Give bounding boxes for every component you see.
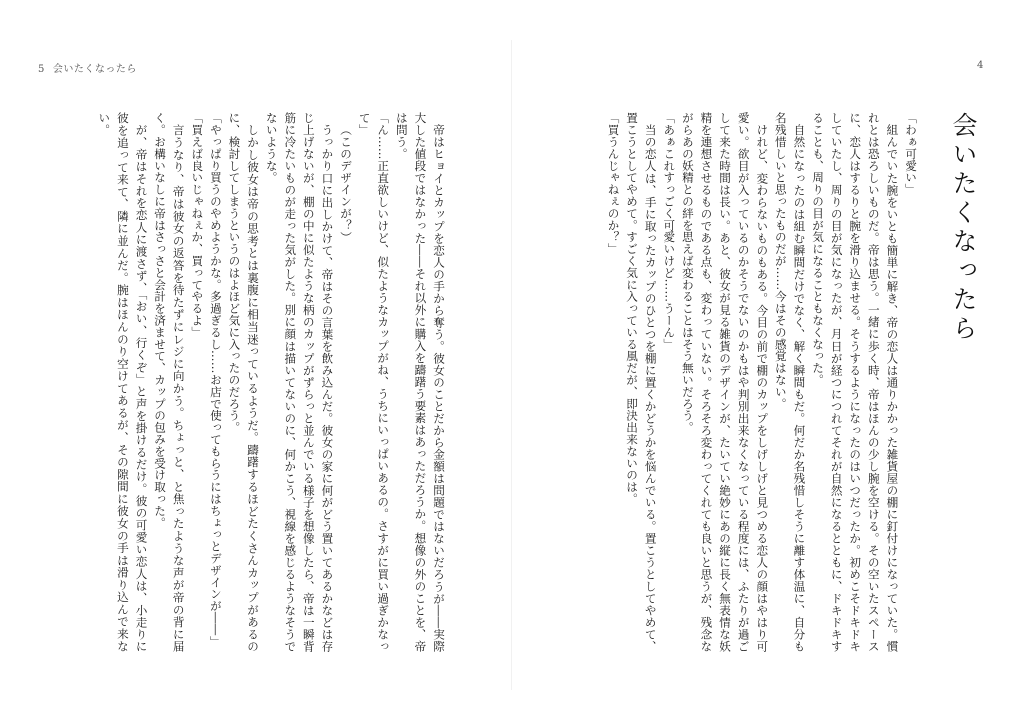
narration-paragraph: 言うなり、帝は彼女の返答を待たずにレジに向かう。ちょっと、と焦ったような声が帝の背に届く。お構いなしに帝はさっさと会計を済ませて、カップの包みを受け取った。	[153, 112, 186, 652]
dialogue-line: 「わぁ可愛い」	[904, 112, 918, 196]
narration-paragraph: が、帝はそれを恋人に渡さず、「おい、行くぞ」と声を掛けるだけ。彼の可愛い恋人は、小走りに彼を追って来て、隣に並んだ。腕はほんのり空けてあるが、その隙間に彼女の手は滑り込んで来ない。	[97, 112, 149, 652]
narration-paragraph: （このデザインが？）	[339, 123, 354, 243]
right-running-head	[977, 60, 984, 71]
narration-paragraph: 帝はヒョイとカップを恋人の手から奪う。彼女のことだから金額は問題ではないだろうが――実際大した値段ではなかった――それ以外に購入を躊躇う要素はあっただろうか。想像の外のことを、帝は問う。	[394, 112, 446, 652]
dialogue-line: 「買うんじゃねぇのか？」	[606, 112, 621, 255]
left-page-text	[38, 112, 448, 652]
right-page-text	[584, 112, 920, 652]
narration-paragraph: 当の恋人は、手に取ったカップのひとつを棚に置くかどうかを悩んでいる。置こうとしてやめて、置こうとしてやめて。すごく気に入っている風だが、即決出来ないのは。	[625, 112, 658, 652]
dialogue-line: 「あぁこれすっごく可愛いけど……うーん」	[662, 112, 677, 350]
dialogue-line: 「ん……正直欲しいけど、似たようなカップがね、うちにいっぱいあるの。さすがに買い過ぎかなって」	[357, 112, 391, 652]
dialogue-line: 「やっぱり買うのやめようかな。多過ぎるし……お店で使ってもらうにはちょっとデザインが――」	[208, 112, 223, 648]
narration-paragraph: しかし彼女は帝の思考とは裏腹に相当迷っているようだ。躊躇するほどたくさんカップがあるのに、検討してしまうというのはよほど気に入ったのだろう。	[227, 112, 261, 652]
page-gutter	[511, 40, 512, 690]
right-page-number: 4	[977, 60, 984, 71]
left-page-number: 5	[38, 64, 45, 75]
narration-paragraph: 自然になったのは組む瞬間だけでなく、解く瞬間もだ。何だか名残惜しそうに離す体温に、自分も名残惜しいと思ったものだが……今はその感覚はない。	[773, 112, 807, 652]
narration-paragraph: けれど、変わらないものもある。今目の前で棚のカップをしげしげと見つめる恋人の顔はやはり可愛い。欲目が入っているのかそうでないのかもはや判別出来なくなっている程度には、ふたりが過ごして来た時間は長い。あと、彼女が見る雑貨のデザインが、たいてい絶妙にあの縦に長く無表情な妖精を連想させるものである点も、変わっていない。そろそろ変わってくれても良いと思うが、残念ながらあの妖精との絆を思えば変わることはそう無いだろう。	[680, 112, 770, 652]
narration-paragraph: うっかり口に出しかけて、帝はその言葉を飲み込んだ。彼女の家に何がどう置いてあるかなどは存じ上げないが、棚の中に似たような柄のカップがずらっと並んでいる様子を想像したら、帝は一瞬背筋に冷たいものが走った気がした。別に顔は描いてないのに、何かこう、視線を感じるようなそうでないような。	[264, 112, 335, 652]
left-running-head	[38, 60, 137, 75]
chapter-title: 会いたくなったら	[949, 112, 978, 344]
narration-paragraph: 組んでいた腕をいとも簡単に解き、帝の恋人は通りかかった雑貨屋の棚に釘付けになっていた。慣れとは恐ろしいものだ。帝は思う。一緒に歩く時、帝はほんの少し腕を空ける。その空いたスペースに、恋人はするりと腕を滑り込ませる。そうするようになったのはいつだったか。初めこそドキドキしていたし、周りの目が気になったが、月日が経つにつれてそれが自然になるとともに、ドキドキすることも、周りの目が気になることもなくなった。	[811, 112, 900, 652]
dialogue-line: 「買えば良いじゃねぇか、買ってやるよ」	[190, 112, 205, 339]
left-running-title: 会いたくなったら	[52, 64, 137, 75]
